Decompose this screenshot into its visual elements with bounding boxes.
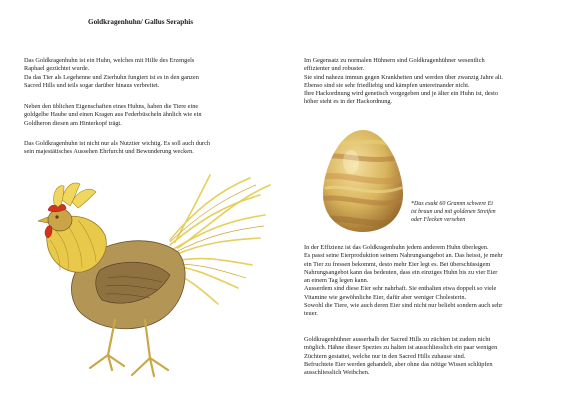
hen-icon: [20, 170, 275, 395]
egg-icon: [321, 128, 405, 234]
text-line: In der Effizienz ist das Goldkragenhuhn jedem anderem Huhn überlegen.: [304, 244, 489, 251]
egg-production-paragraph: [304, 244, 562, 319]
text-line: Ausserdem sind diese Eier sehr nahrhaft. Sie enthalten etwa doppelt so viele: [304, 285, 497, 293]
text-line: Züchtern gestattet, welche nur in den Sacred Hills zuhause sind.: [304, 352, 466, 360]
text-line: Es passt seine Eierproduktion seinem Nahrungsangebot an. Das heisst, je mehr: [304, 252, 503, 260]
importance-paragraph: [24, 140, 276, 157]
text-line: Neben den üblichen Eigenschaften eines Huhns, haben die Tiere eine: [24, 103, 199, 110]
text-line: effizienter und robuster.: [304, 65, 365, 73]
text-line: Ebenso sind sie sehr friedliebig und kämpfen untereinander nicht.: [304, 81, 470, 89]
text-line: Da das Tier als Legehenne und Zierhuhn fungiert ist es in den ganzen: [24, 73, 199, 81]
breeding-paragraph: [304, 336, 562, 377]
intro-paragraph: [24, 57, 276, 90]
text-line: Im Gegensatz zu normalen Hühnern sind Goldkragenhühner wesentlich: [304, 57, 485, 64]
text-line: an einem Tag legen kann.: [304, 277, 369, 285]
text-line: Das Goldkragenhuhn ist ein Huhn, welches mit Hilfe des Erzengels: [24, 57, 195, 64]
egg-caption: [411, 200, 531, 224]
text-line: höher steht es in der Hackordnung.: [304, 98, 393, 106]
text-line: ein Tier zu fressen bekommt, desto mehr Eier legt es. Bei überschüssigem: [304, 260, 491, 268]
text-line: ist braun und mit goldenen Streifen: [411, 209, 496, 215]
text-line: teuer.: [304, 310, 318, 318]
text-line: Raphael gezüchtet wurde.: [24, 65, 90, 73]
text-line: möglich. Hähne dieser Spezies zu halten ist ausschliesslich ein paar wenigen: [304, 344, 498, 352]
egg-illustration: [321, 128, 405, 234]
text-line: Befruchtete Eier werden gehandelt, aber ohne das nötige Wissen schlüpfen: [304, 360, 493, 368]
hen-illustration: [20, 170, 275, 395]
text-line: goldgelbe Haube und einen Kragen aus Federbüscheln ähnlich wie ein: [24, 111, 202, 119]
text-line: Goldheron diesen am Hinterkopf trägt.: [24, 119, 122, 127]
right-page: [283, 0, 566, 400]
text-line: oder Flecken versehen: [411, 217, 466, 223]
text-line: Ihre Hackordnung wird genetisch vorgegeben und je älter ein Huhn ist, desto: [304, 90, 498, 98]
text-line: Sacred Hills und teils sogar darüber hinaus verbreitet.: [24, 81, 160, 89]
features-paragraph: [24, 103, 276, 128]
text-line: sein majestätisches Aussehen Ehrfurcht und Bewunderung wecken.: [24, 148, 194, 156]
text-line: Vitamine wie gewöhnliche Eier, dafür aber weniger Cholesterin.: [304, 293, 467, 301]
text-line: Sowohl die Tiere, wie auch deren Eier sind nicht nur beliebt sondern auch sehr: [304, 302, 503, 310]
text-line: *Das exakt 60 Gramm schwere Ei: [411, 201, 493, 207]
text-line: Nahrungsangebot kann das bedeuten, dass ein einziges Huhn bis zu vier Eier: [304, 268, 498, 276]
text-line: ausschliesslich Weibchen.: [304, 369, 370, 377]
text-line: Goldkragenhühner ausserhalb der Sacred Hills zu züchten ist zudem nicht: [304, 336, 491, 343]
page-title: Goldkragenhuhn/ Gallus Seraphis: [88, 18, 194, 26]
text-line: Sie sind nahezu immun gegen Krankheiten und werden über zwanzig Jahre alt.: [304, 73, 503, 81]
efficiency-paragraph: [304, 57, 562, 107]
text-line: Das Goldkragenhuhn ist nicht nur als Nutztier wichtig. Es soll auch durch: [24, 140, 211, 147]
